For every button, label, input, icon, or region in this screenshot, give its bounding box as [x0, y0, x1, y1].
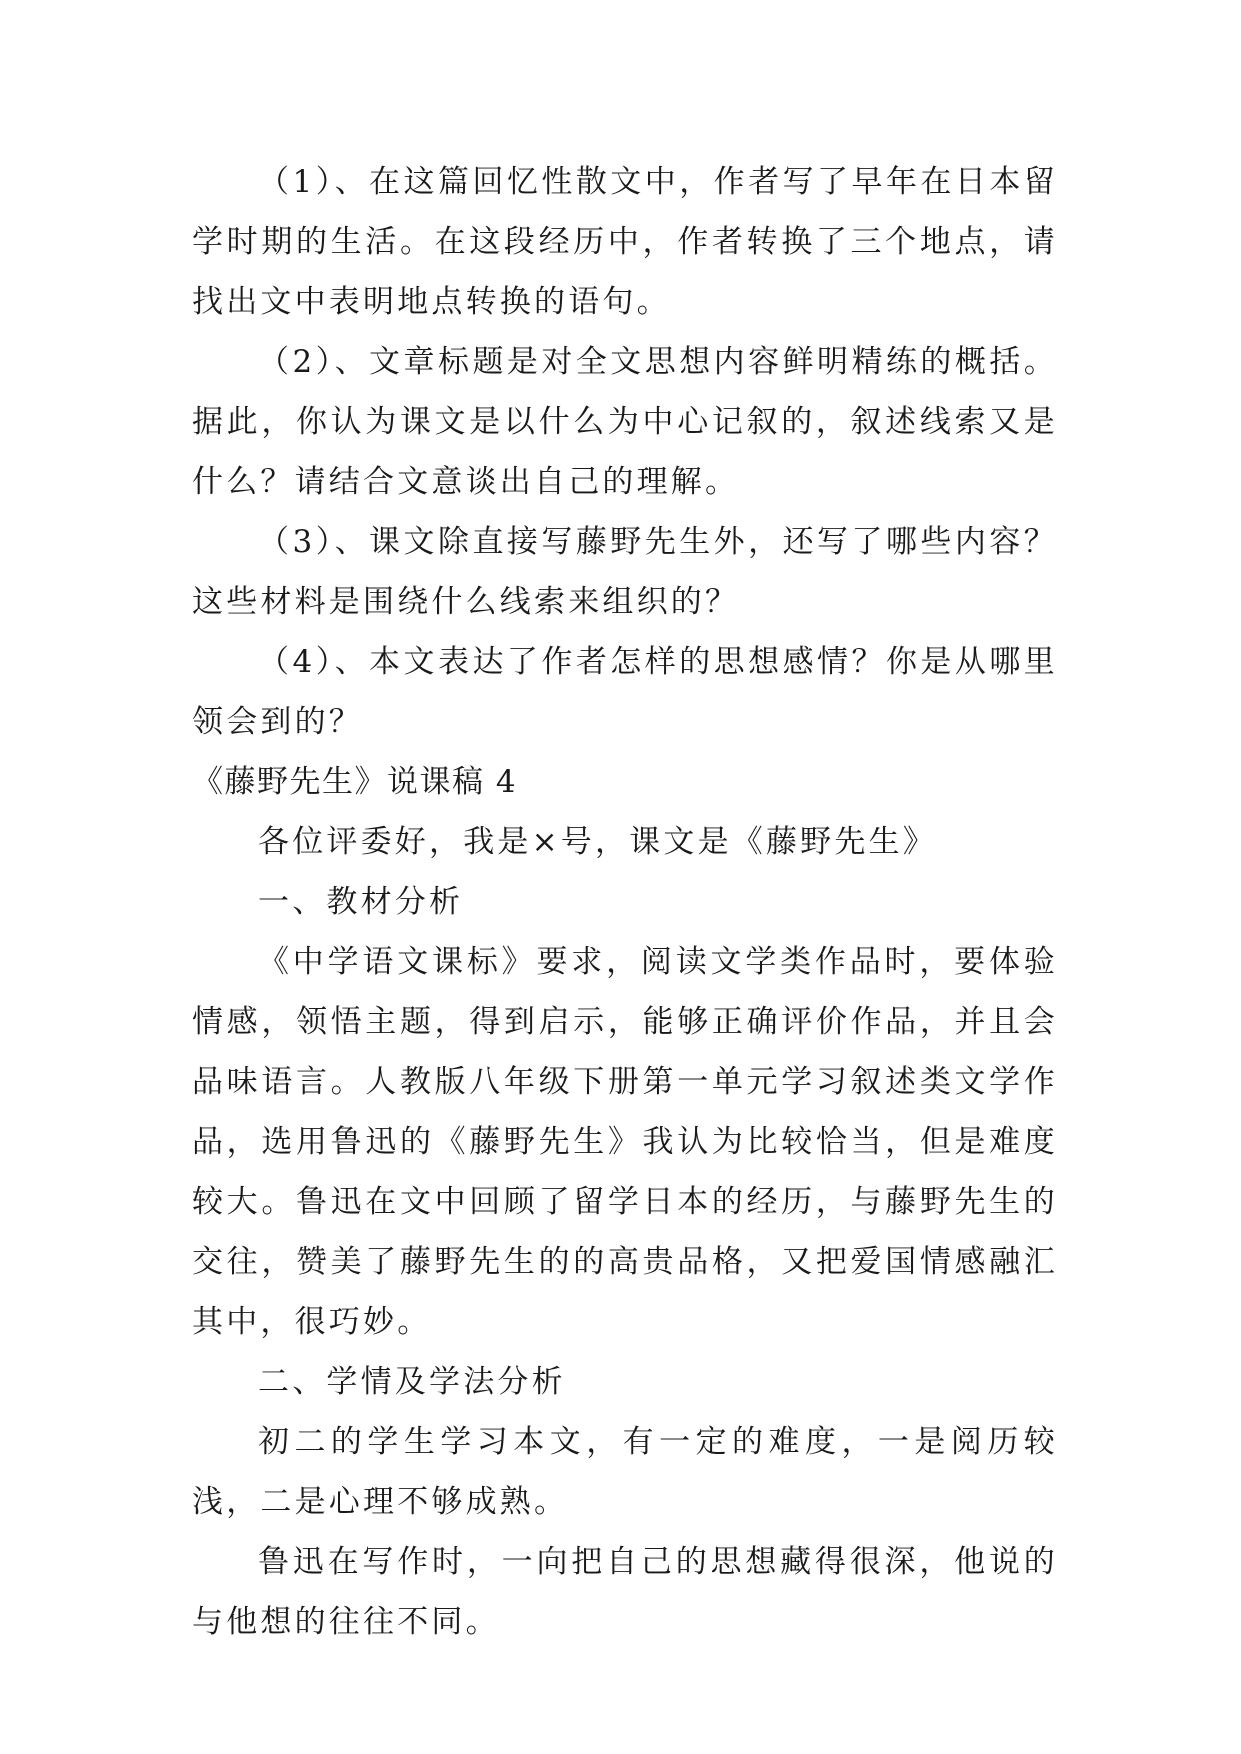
textbook-analysis-paragraph: 《中学语文课标》要求，阅读文学类作品时，要体验情感，领悟主题，得到启示，能够正确评价作品，并且会品味语言。人教版八年级下册第一单元学习叙述类文学作品，选用鲁迅的《藤野先生》我认为比较恰当，但是难度较大。鲁迅在文中回顾了留学日本的经历，与藤野先生的交往，赞美了藤野先生的的高贵品格，又把爱国情感融汇其中，很巧妙。: [192, 944, 1058, 1340]
greeting-paragraph: 各位评委好，我是×号，课文是《藤野先生》: [258, 824, 937, 860]
question-4-paragraph: （4）、本文表达了作者怎样的思想感情？你是从哪里领会到的？: [192, 644, 1058, 740]
question-1-paragraph: （1）、在这篇回忆性散文中，作者写了早年在日本留学时期的生活。在这段经历中，作者转换了三个地点，请找出文中表明地点转换的语句。: [192, 164, 1058, 320]
question-2-paragraph: （2）、文章标题是对全文思想内容鲜明精练的概括。据此，你认为课文是以什么为中心记叙的，叙述线索又是什么？请结合文意谈出自己的理解。: [192, 344, 1058, 500]
question-3-paragraph: （3）、课文除直接写藤野先生外，还写了哪些内容？这些材料是围绕什么线索来组织的？: [192, 524, 1058, 620]
luxun-writing-paragraph: 鲁迅在写作时，一向把自己的思想藏得很深，他说的与他想的往往不同。: [192, 1544, 1058, 1640]
heading-student-analysis: 二、学情及学法分析: [258, 1364, 566, 1400]
heading-textbook-analysis: 一、教材分析: [258, 884, 464, 920]
student-analysis-paragraph: 初二的学生学习本文，有一定的难度，一是阅历较浅，二是心理不够成熟。: [192, 1424, 1058, 1520]
section-title: 《藤野先生》说课稿 4: [192, 764, 518, 800]
document-page: [192, 152, 1058, 1652]
